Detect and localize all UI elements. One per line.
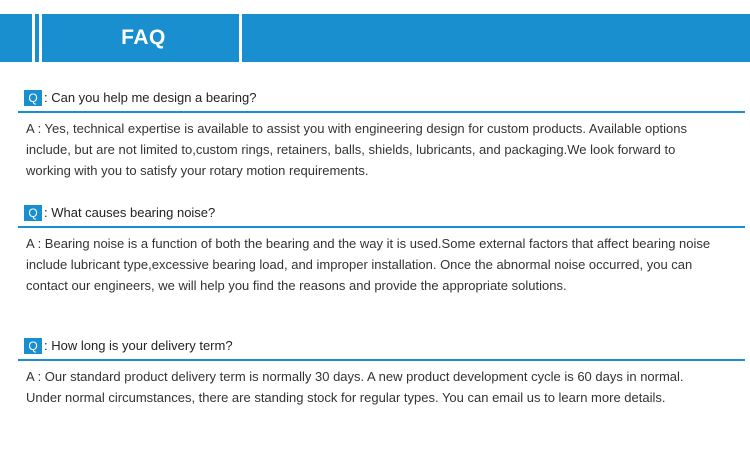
question-row <box>18 336 750 358</box>
page-title: FAQ <box>121 26 166 49</box>
question-badge: Q <box>24 338 42 354</box>
question-text: : Can you help me design a bearing? <box>44 90 257 105</box>
faq-banner <box>0 14 750 62</box>
answer-text: A : Bearing noise is a function of both the bearing and the way it is used.Some external factors that affect bearing noise include lubricant type,excessive bearing load, and improper installation. Once the abnormal noise occurred, you can contact our engineers, we will help you find the reasons and provide the appropriate solutions. <box>26 236 711 293</box>
answer-text: A : Yes, technical expertise is available to assist you with engineering design for custom products. Available options include, but are not limited to,custom rings, retainers, balls, shields, lubricants, and packaging.We look forward to working with you to satisfy your rotary motion requirements. <box>26 121 687 178</box>
question-row <box>18 203 750 225</box>
question-row <box>18 88 750 110</box>
question-text: : How long is your delivery term? <box>44 338 233 353</box>
question-divider <box>18 359 745 361</box>
question-divider <box>18 226 745 228</box>
banner-stripe <box>32 14 35 62</box>
question-badge: Q <box>24 205 42 221</box>
question-text: : What causes bearing noise? <box>44 205 216 220</box>
answer-text: A : Our standard product delivery term is normally 30 days. A new product development cycle is 60 days in normal. Under normal circumstances, there are standing stock for regular types. You can email us to learn more details. <box>26 369 684 405</box>
banner-stripe <box>239 14 242 62</box>
question-badge: Q <box>24 90 42 106</box>
question-divider <box>18 111 745 113</box>
banner-stripe <box>39 14 42 62</box>
